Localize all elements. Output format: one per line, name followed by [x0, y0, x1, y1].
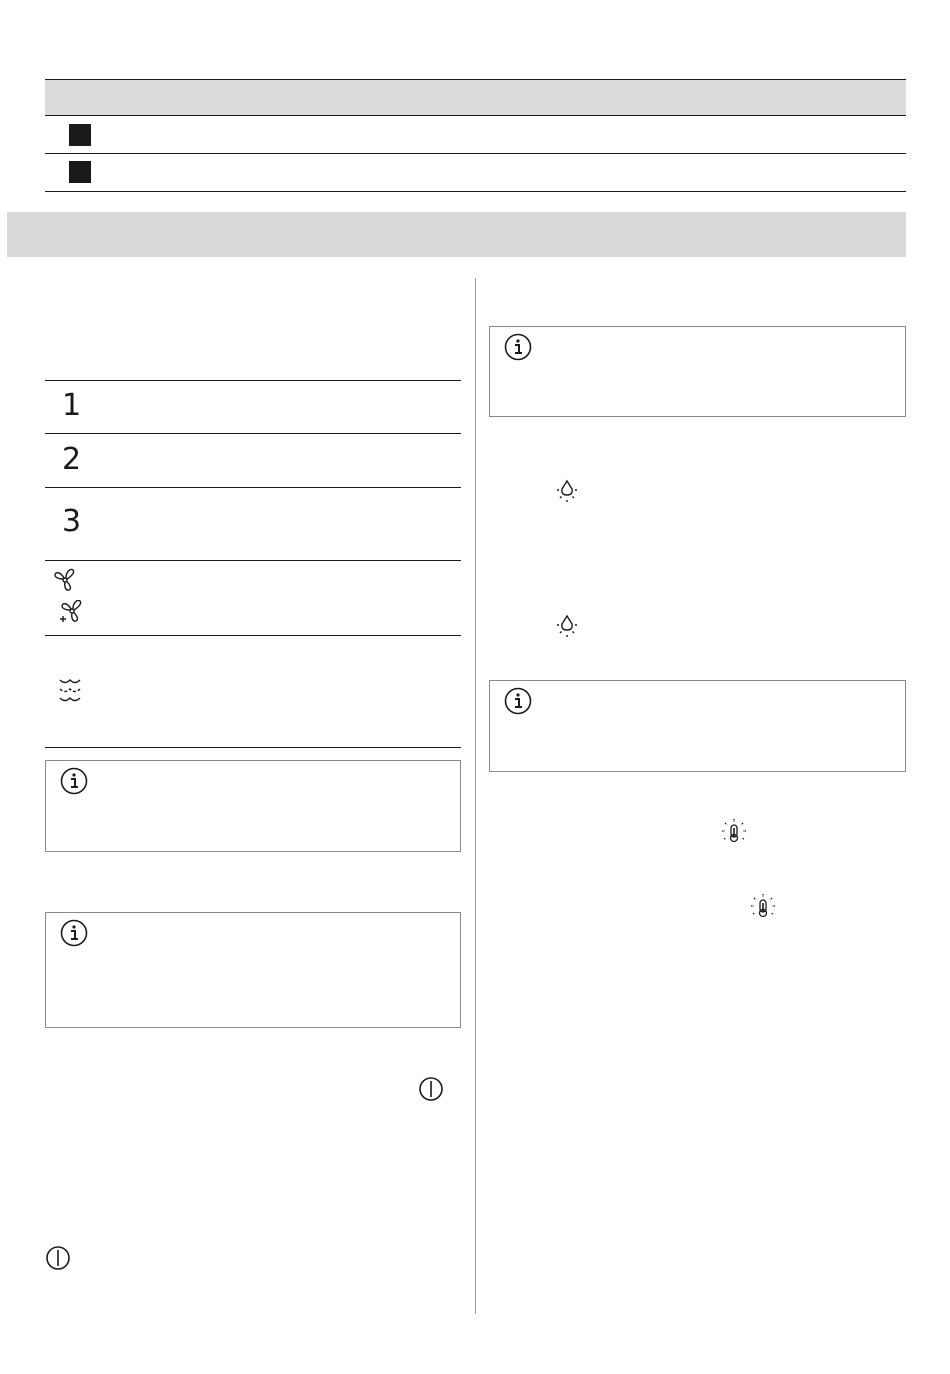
table-bottom-rule — [45, 191, 906, 192]
step-number-2: 2 — [62, 442, 82, 477]
table-row-rule — [45, 153, 906, 154]
steps-bottom-rule — [45, 747, 461, 748]
steps-top-rule — [45, 380, 461, 381]
info-icon — [504, 687, 530, 713]
table-header-rule — [45, 115, 906, 116]
fan-icon — [52, 568, 78, 592]
steps-rule-3 — [45, 560, 461, 561]
column-divider — [475, 278, 476, 1314]
black-square-icon — [69, 124, 91, 146]
fan-plus-icon — [56, 600, 86, 626]
steps-rule-1 — [45, 433, 461, 434]
table-header-bar — [45, 80, 906, 115]
info-note-box — [489, 680, 906, 772]
lamp-icon — [554, 477, 580, 505]
steps-rule-2 — [45, 487, 461, 488]
info-icon — [504, 333, 530, 359]
info-note-box — [45, 760, 461, 852]
info-icon — [60, 919, 86, 945]
steam-waves-icon — [58, 676, 88, 704]
info-icon — [60, 767, 86, 793]
info-note-box — [489, 326, 906, 417]
thermometer-light-icon — [720, 818, 748, 846]
power-icon — [418, 1076, 444, 1102]
info-note-box — [45, 912, 461, 1028]
steps-rule-4 — [45, 635, 461, 636]
step-number-1: 1 — [62, 388, 82, 423]
power-icon — [45, 1245, 71, 1271]
black-square-icon — [69, 161, 91, 183]
step-number-3: 3 — [62, 504, 82, 539]
table-top-rule — [45, 79, 906, 80]
section-header-bar — [7, 212, 906, 257]
thermometer-light-icon — [749, 893, 777, 921]
lamp-icon — [554, 612, 580, 640]
